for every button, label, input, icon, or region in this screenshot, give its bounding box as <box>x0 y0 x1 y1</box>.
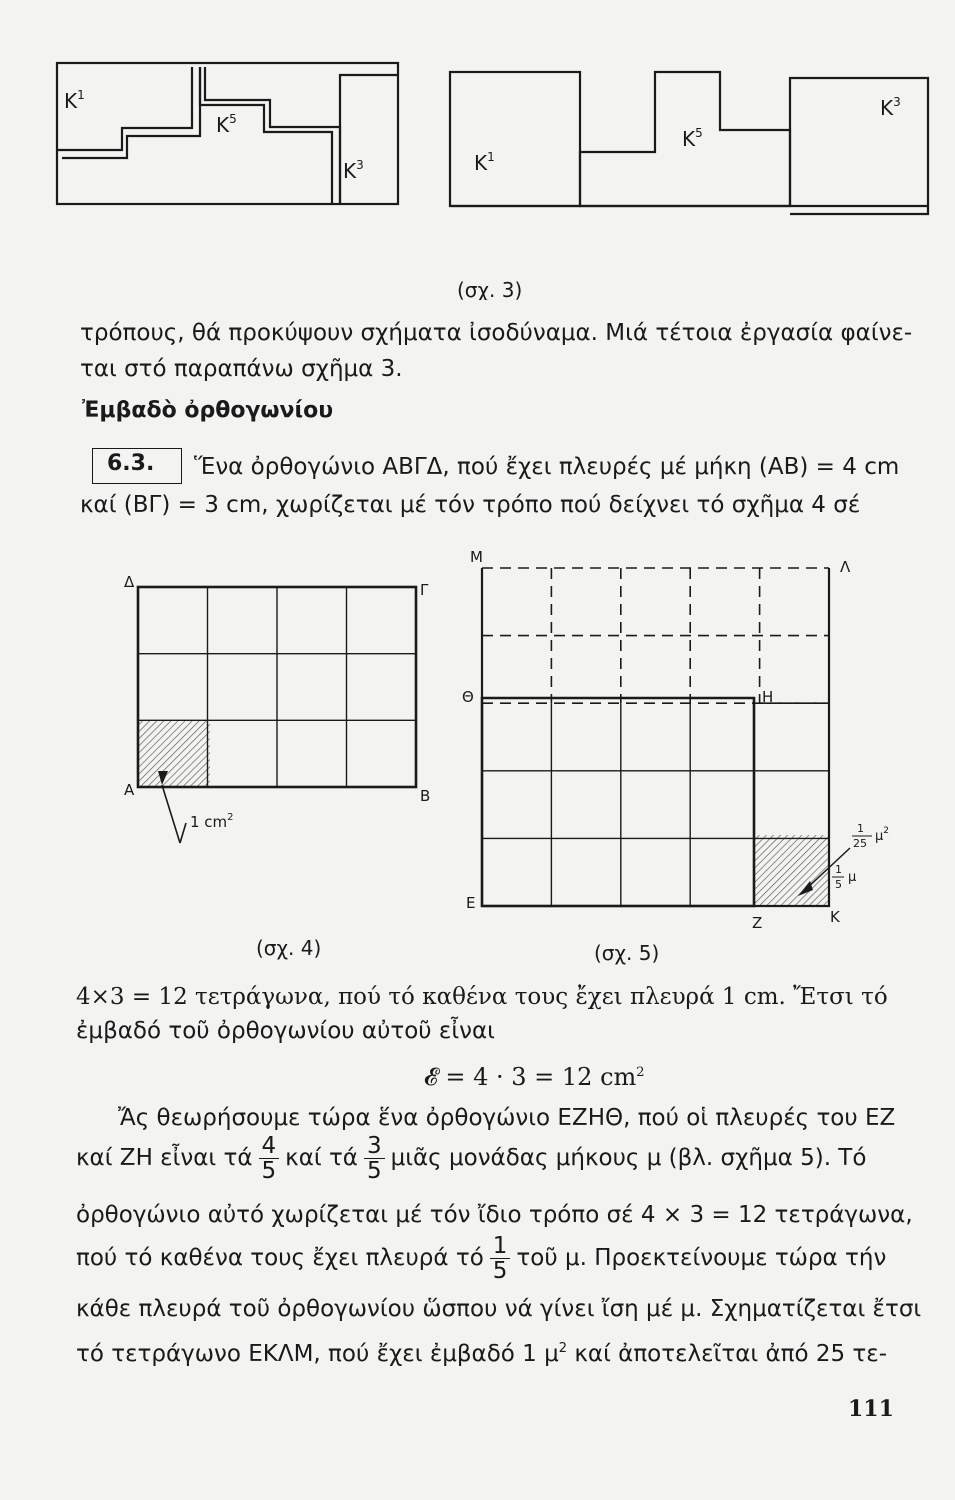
fraction-3-5 <box>364 1134 385 1183</box>
fraction-1-5 <box>490 1234 511 1283</box>
k3-label-left: $K^3$ <box>343 158 364 183</box>
rectangle-ezhth <box>482 698 754 906</box>
vertex-th: Θ <box>462 688 474 706</box>
unit-subsquare-hatched <box>754 835 829 906</box>
k5-label-right: $K^5$ <box>682 126 703 151</box>
para4-line2 <box>76 1128 866 1188</box>
para4-line6-sup: 2 <box>558 1341 568 1356</box>
section-heading: Ἐμβαδὸ ὀρθογωνίου <box>82 398 334 423</box>
fig5-caption: (σχ. 5) <box>594 941 660 965</box>
vertex-z: Ζ <box>752 914 763 932</box>
side-unit: μ <box>848 870 857 885</box>
section-number: 6.3. <box>107 451 155 476</box>
para3-line1 <box>76 982 888 1012</box>
vertex-m: Μ <box>470 548 483 566</box>
para1-line2: ται στό παραπάνω σχῆμα 3. <box>80 356 403 382</box>
vertex-k: Κ <box>830 908 840 926</box>
section-number-box <box>92 448 182 484</box>
para4-line5: κάθε πλευρά τοῦ ὀρθογωνίου ὥσπου νά γίνει ἴση μέ μ. Σχηματίζεται ἔτσι <box>76 1296 922 1322</box>
unit-label: 1 $cm^2$ <box>190 812 234 831</box>
area-unit: $\mu^2$ <box>875 826 890 844</box>
k3-label-right: $K^3$ <box>880 95 901 120</box>
para4-line2-c: μιᾶς μονάδας μήκους μ (βλ. σχῆμα 5). Τό <box>390 1145 867 1171</box>
para4-line4 <box>76 1228 886 1288</box>
fig3-caption: (σχ. 3) <box>457 278 523 300</box>
area-formula-text: 𝓔 = 4 · 3 = 12 cm <box>424 1063 637 1091</box>
unit-square-hatched <box>138 720 210 787</box>
vertex-e: Ε <box>466 894 476 912</box>
side-den: 5 <box>835 878 842 891</box>
vertex-d: Δ <box>124 573 135 591</box>
para4-line2-a: καί ΖΗ εἶναι τά <box>76 1145 253 1171</box>
k5-label-left: $K^5$ <box>216 112 237 137</box>
para4-line4-a: πού τό καθένα τους ἔχει πλευρά τό <box>76 1245 484 1271</box>
para2-line2: καί (ΒΓ) = 3 cm, χωρίζεται μέ τόν τρόπο πού δείχνει τό σχῆμα 4 σέ <box>80 492 861 518</box>
vertex-b: Β <box>420 787 431 805</box>
vertex-g: Γ <box>420 581 429 599</box>
k1-label-right: $K^1$ <box>474 150 495 175</box>
frac3-den: 5 <box>492 1257 508 1284</box>
frac2-den: 5 <box>366 1157 382 1184</box>
para4-line6 <box>76 1334 887 1369</box>
para3-line1-text: 4×3 = 12 τετράγωνα, πού τό καθένα τους ἔχει πλευρά 1 cm. Ἔτσι τό <box>76 984 888 1010</box>
vertex-l: Λ <box>840 558 851 576</box>
unit-pointer-line <box>162 785 180 843</box>
frac1-num: 4 <box>259 1134 280 1159</box>
para4-line3: ὀρθογώνιο αὐτό χωρίζεται μέ τόν ἴδιο τρόπο σέ 4 × 3 = 12 τετράγωνα, <box>76 1202 913 1228</box>
para2-line1: Ἕνα ὀρθογώνιο ΑΒΓΔ, πού ἔχει πλευρές μέ μήκη (ΑΒ) = 4 cm <box>194 454 900 480</box>
k1-label-left: $K^1$ <box>64 88 85 113</box>
page-number: 111 <box>848 1396 894 1422</box>
frac1-den: 5 <box>261 1157 277 1184</box>
para1-line1: τρόπους, θά προκύψουν σχήματα ἰσοδύναμα. Μιά τέτοια ἐργασία φαίνε- <box>80 320 913 346</box>
para4-line6-a: τό τετράγωνο ΕΚΛΜ, πού ἔχει ἐμβαδό 1 μ <box>76 1341 559 1367</box>
vertex-a: Α <box>124 781 135 799</box>
area-formula-sup: 2 <box>636 1065 645 1080</box>
area-den: 25 <box>853 837 867 850</box>
area-formula <box>424 1058 645 1092</box>
para4-line6-b: καί ἀποτελεῖται ἀπό 25 τε- <box>567 1341 888 1367</box>
vertex-h: Η <box>762 688 774 706</box>
para4-line2-b: καί τά <box>285 1145 358 1171</box>
area-num: 1 <box>857 822 864 835</box>
figure-4 <box>100 565 460 970</box>
fraction-4-5 <box>259 1134 280 1183</box>
frac3-num: 1 <box>490 1234 511 1259</box>
figure-5 <box>460 540 900 970</box>
side-num: 1 <box>835 863 842 876</box>
para4-line1: Ἄς θεωρήσουμε τώρα ἕνα ὀρθογώνιο ΕΖΗΘ, πού οἱ πλευρές του ΕΖ <box>118 1105 896 1131</box>
figure-3 <box>0 0 955 300</box>
para3-line2: ἐμβαδό τοῦ ὀρθογωνίου αὐτοῦ εἶναι <box>76 1018 495 1044</box>
fig4-caption: (σχ. 4) <box>256 936 322 960</box>
para4-line4-b: τοῦ μ. Προεκτείνουμε τώρα τήν <box>516 1245 887 1271</box>
frac2-num: 3 <box>364 1134 385 1159</box>
